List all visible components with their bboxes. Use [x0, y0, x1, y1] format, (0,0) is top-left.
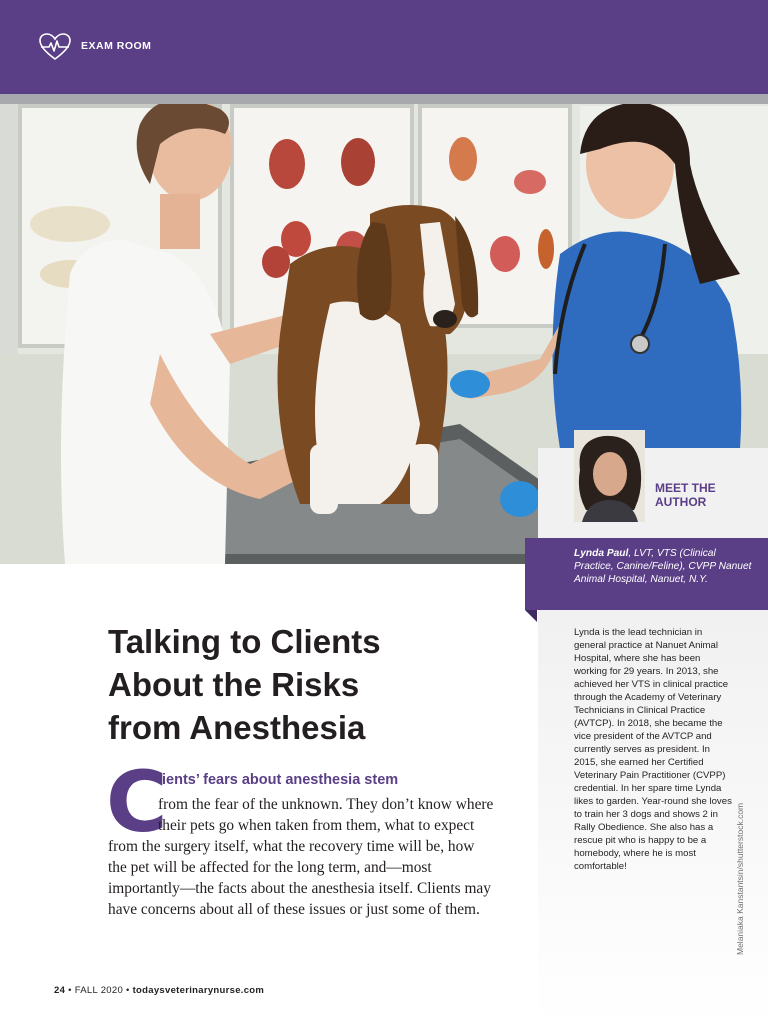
- heart-pulse-icon: [38, 32, 72, 62]
- meet-the-author-label: MEET THE AUTHOR: [655, 481, 716, 509]
- issue-label: FALL 2020: [74, 985, 124, 996]
- author-bio: Lynda is the lead technician in general practice at Nanuet Animal Hospital, where she has been working for 29 years. In 2013, she achieved her VTS in clinical practice through the Academy of Veterinary Technicians in Clinical Practice (AVTCP). In 2018, she became the vice president of the AVTCP and currently serves as president. In 2015, she earned her Certified Veterinary Pain Practitioner (CVPP) credential. In her spare time Lynda likes to garden. Year-round she loves to train her 3 dogs and shows 2 in Rally Obedience. She also has a rescue pit who is happy to be a homebody, where he is most comfortable!: [574, 627, 732, 872]
- drop-cap: C: [106, 753, 168, 851]
- photo-credit: Melaniaka Kanstantsin/shutterstock.com: [735, 802, 745, 955]
- author-affiliation: Nanuet Animal Hospital, Nanuet, N.Y.: [574, 561, 752, 585]
- author-name: Lynda Paul: [574, 548, 629, 559]
- author-portrait: [574, 430, 645, 522]
- site-link[interactable]: todaysveterinarynurse.com: [132, 985, 265, 996]
- dropcap-spacer: [108, 794, 158, 836]
- article-title: Talking to Clients About the Risks from Anesthesia: [108, 623, 381, 746]
- section-label: EXAM ROOM: [81, 40, 152, 52]
- author-byline-box: [525, 538, 768, 610]
- article-body: from the fear of the unknown. They don’t know where their pets go when taken from them, what to expect from the surgery itself, what the recovery time will be, how the pet will be affected for the long term, and—most importantly—the facts about the anesthesia itself. Clients may have concerns about all of these issues or just some of them.: [108, 796, 494, 918]
- page-number: 24: [54, 985, 66, 996]
- article-lede: lients’ fears about anesthesia stem: [158, 772, 399, 788]
- header-divider: [0, 94, 768, 104]
- author-credentials: , LVT, VTS (Clinical Practice, Canine/Feline), CVPP: [574, 548, 716, 572]
- page-footer: 24 • FALL 2020 • todaysveterinarynurse.com: [54, 985, 265, 996]
- byline-notch: [525, 610, 537, 622]
